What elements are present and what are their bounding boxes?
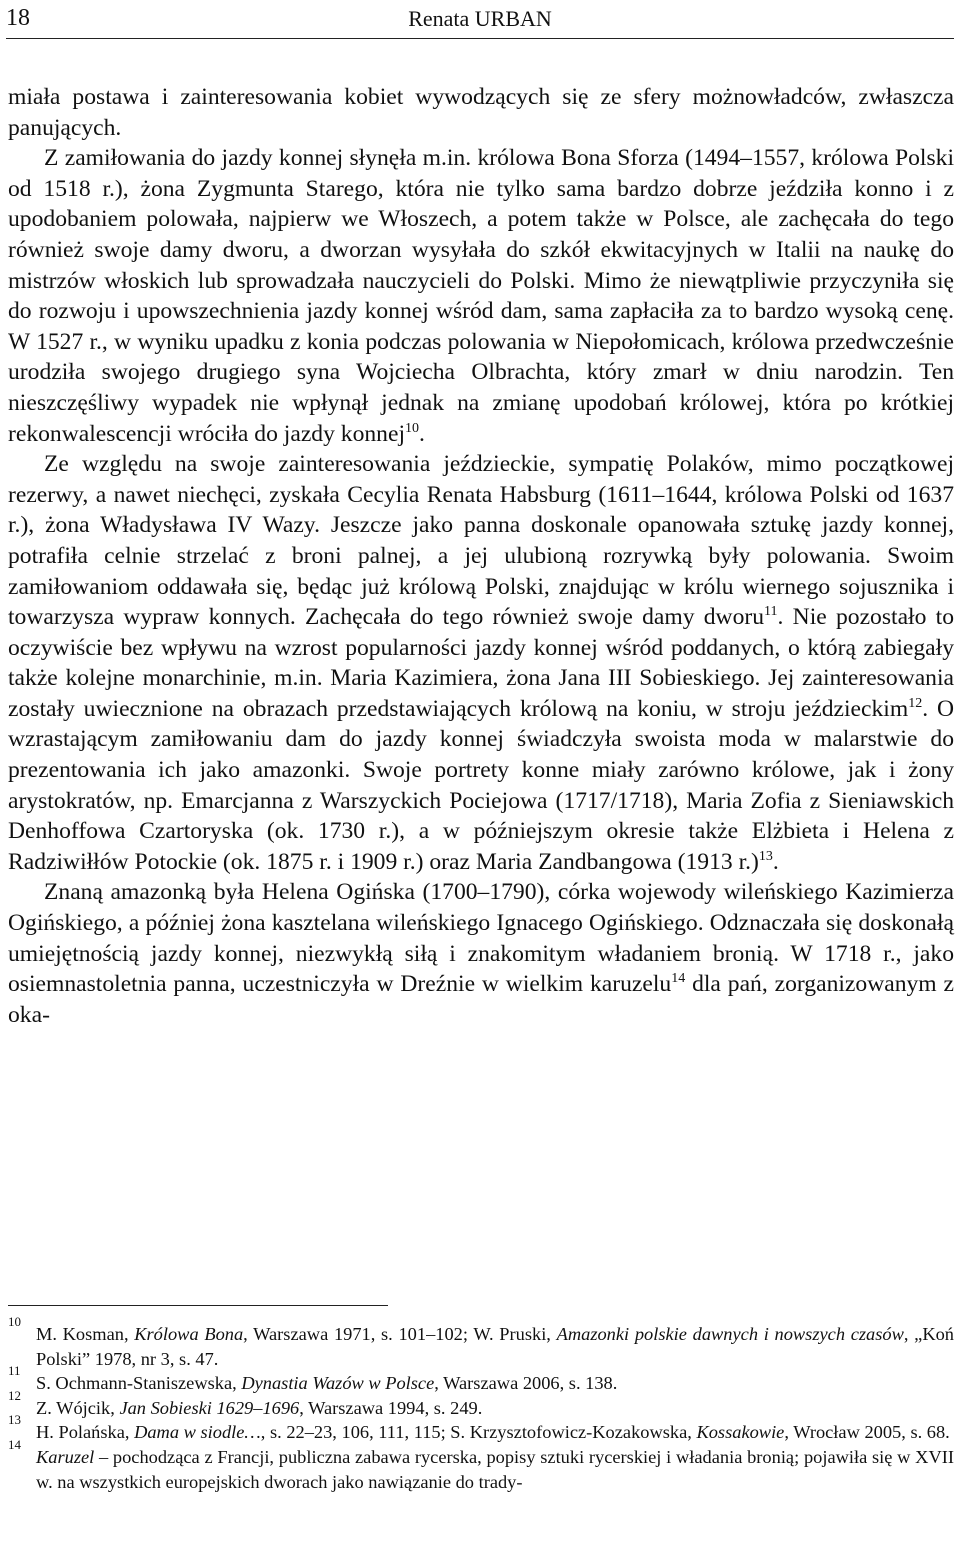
footnote-10: [8, 1314, 954, 1371]
footnote-separator: [8, 1305, 388, 1306]
text-run: Z. Wójcik,: [36, 1397, 120, 1418]
text-run: miała postawa i zainteresowania kobiet wywodzących się ze sfery możnowładców, zwłaszcza panujących.: [8, 84, 954, 141]
text-run: , Wrocław 2005, s. 68.: [784, 1422, 950, 1443]
footnote-reference: 10: [405, 420, 420, 436]
footnote-12: [8, 1387, 954, 1421]
text-run: .: [419, 420, 425, 447]
italic-title: Królowa Bona: [134, 1324, 244, 1344]
italic-title: Dama w siodle…: [134, 1422, 261, 1443]
text-run: M. Kosman,: [36, 1324, 135, 1344]
footnote-reference: 12: [908, 696, 923, 712]
text-run: dla pań, zorganizowanym z oka-: [8, 971, 954, 1028]
footnote-text: [36, 1420, 954, 1445]
paragraph: [8, 877, 954, 1030]
page-number: 18: [6, 5, 30, 31]
italic-title: Karuzel: [36, 1446, 95, 1467]
footnote-text: [36, 1445, 954, 1494]
footnote-14: [8, 1436, 954, 1494]
footnote-reference: 13: [758, 848, 773, 864]
footnote-text: [36, 1322, 954, 1371]
main-text: [8, 82, 954, 1030]
footnotes: [8, 1314, 954, 1494]
footnote-number: 11: [8, 1363, 21, 1379]
footnote-number: 12: [8, 1387, 21, 1403]
footnote-number: 13: [8, 1412, 21, 1428]
text-run: , Warszawa 1971, s. 101–102; W. Pruski,: [243, 1324, 557, 1344]
text-run: , Warszawa 2006, s. 138.: [434, 1373, 618, 1394]
running-head-author: Renata URBAN: [408, 6, 552, 31]
text-run: Z zamiłowania do jazdy konnej słynęła m.in. królowa Bona Sforza (1494–1557, królowa Polski od 1518 r.), żona Zygmunta Starego, która nie tylko sama bardzo dobrze jeździła konno i z upodobaniem polowała, najpierw we Włoszech, a potem także w Polsce, ale zachęcała do tego również swoje damy dworu, a dworzan wysyłała do szkół ekwitacyjnych w Italii na naukę do mistrzów włoskich lub sprowadzała nauczycieli do Polski. Mimo że niewątpliwie przyczyniła się do rozwoju i upowszechnienia jazdy konnej wśród dam, sama zapłaciła za to bardzo wysoką cenę. W 1527 r., w wyniku upadku z konia podczas polowania w Niepołomicach, królowa przedwcześnie urodziła swojego drugiego syna Wojciecha Olbrachta, który zmarł w dniu narodzin. Ten nieszczęśliwy wypadek nie wpłynął jednak na zmianę upodobań królowej, która po krótkiej rekonwalescencji wróciła do jazdy konnej: [8, 145, 954, 447]
text-run: Znaną amazonką była Helena Ogińska (1700–1790), córka wojewody wileńskiego Kazimierza Ogińskiego, a później żona kasztelana wileńskiego Ignacego Ogińskiego. Odznaczała się doskonałą umiejętnością jazdy konnej, niezwykłą siłą i znakomitym władaniem bronią. W 1718 r., jako osiemnastoletnia panna, uczestniczyła w Dreźnie w wielkim karuzelu: [8, 879, 954, 998]
text-run: . O wzrastającym zamiłowaniu dam do jazdy konnej świadczyła swoista moda w malarstwie do prezentowania ich jako amazonki. Swoje portrety konne miały zarówno królowe, jak i żony arystokratów, np. Emarcjanna z Warszyckich Pociejowa (1717/1718), Maria Zofia z Sieniawskich Denhoffowa Czartoryska (ok. 1730 r.), a w późniejszym okresie także Elżbieta i Helena z Radziwiłłów Potockie (ok. 1875 r. i 1909 r.) oraz Maria Zandbangowa (1913 r.): [8, 695, 954, 875]
footnote-11: [8, 1363, 954, 1396]
italic-title: Amazonki polskie dawnych i nowszych czasów: [556, 1324, 904, 1344]
italic-title: Kossakowie: [696, 1422, 785, 1443]
footnote-text: [36, 1396, 954, 1421]
italic-title: Jan Sobieski 1629–1696: [119, 1397, 300, 1418]
footnote-reference: 14: [671, 971, 686, 987]
text-run: H. Polańska,: [36, 1422, 135, 1443]
paragraph: [8, 143, 954, 449]
text-run: , „Koń Polski” 1978, nr 3, s. 47.: [36, 1324, 954, 1369]
text-run: – pochodząca z Francji, publiczna zabawa rycerska, popisy sztuki rycerskiej i władania bronią; pojawiła się w XVII w. na wszystkich europejskich dworach jako nawiązanie do trady-: [36, 1446, 954, 1492]
text-run: , s. 22–23, 106, 111, 115; S. Krzysztofowicz-Kozakowska,: [260, 1422, 697, 1443]
paragraph: [8, 82, 954, 143]
text-run: .: [772, 848, 779, 875]
paragraph: [8, 449, 954, 877]
text-run: , Warszawa 1994, s. 249.: [299, 1397, 483, 1418]
italic-title: Dynastia Wazów w Polsce: [241, 1373, 435, 1394]
text-run: . Nie pozostało to oczywiście bez wpływu na wzrost popularności jazdy konnej wśród poddanych, o którą zabiegały także kolejne monarchinie, m.in. Maria Kazimiera, żona Jana III Sobieskiego. Jej zainteresowania zostały uwiecznione na obrazach przedstawiających królową na koniu, w stroju jeździeckim: [8, 604, 954, 722]
text-run: S. Ochmann-Staniszewska,: [36, 1373, 242, 1394]
text-run: Ze względu na swoje zainteresowania jeździeckie, sympatię Polaków, mimo początkowej rezerwy, a nawet niechęci, zyskała Cecylia Renata Habsburg (1611–1644, królowa Polski od 1637 r.), żona Władysława IV Wazy. Jeszcze jako panna doskonale opanowała sztukę jazdy konnej, potrafiła celnie strzelać z broni palnej, a jej ulubioną rozrywką były polowania. Swoim zamiłowaniom oddawała się, będąc już królową Polski, znajdując w królu wiernego sojusznika i towarzysza wypraw konnych. Zachęcała do tego również swoje damy dworu: [8, 451, 954, 631]
footnote-number: 10: [8, 1314, 21, 1329]
page-header: [6, 0, 954, 39]
footnote-number: 14: [8, 1436, 21, 1452]
footnote-13: [8, 1412, 954, 1445]
footnote-text: [36, 1371, 954, 1396]
footnote-reference: 11: [764, 604, 778, 620]
